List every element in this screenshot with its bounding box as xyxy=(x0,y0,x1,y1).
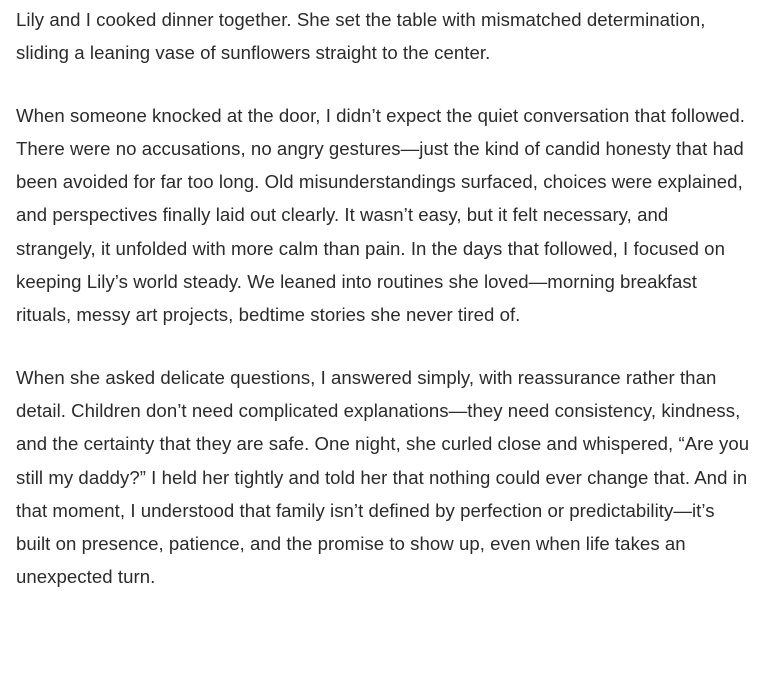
paragraph-conversation: When someone knocked at the door, I didn’t expect the quiet conversation that followed. There were no accusations, no angry gestures—just the kind of candid honesty that had been avoided for far too long. Old misunderstandings surfaced, choices were explained, and perspectives finally laid out clearly. It wasn’t easy, but it felt necessary, and strangely, it unfolded with more calm than pain. In the days that followed, I focused on keeping Lily’s world steady. We leaned into routines she loved—morning breakfast rituals, messy art projects, bedtime stories she never tired of. xyxy=(16,104,745,326)
article-body xyxy=(16,3,751,623)
paragraph-dinner: Lily and I cooked dinner together. She set the table with mismatched determination, sliding a leaning vase of sunflowers straight to the center. xyxy=(16,9,706,64)
next-paragraph-partial-text xyxy=(16,682,751,695)
next-paragraph-clipped xyxy=(16,682,751,695)
paragraph-reassurance: When she asked delicate questions, I answered simply, with reassurance rather than detail. Children don’t need complicated explanations—they need consistency, kindness, and the certainty that they are safe. One night, she curled close and whispered, “Are you still my daddy?” I held her tightly and told her that nothing could ever change that. And in that moment, I understood that family isn’t defined by perfection or predictability—it’s built on presence, patience, and the promise to show up, even when life takes an unexpected turn. xyxy=(16,366,750,588)
